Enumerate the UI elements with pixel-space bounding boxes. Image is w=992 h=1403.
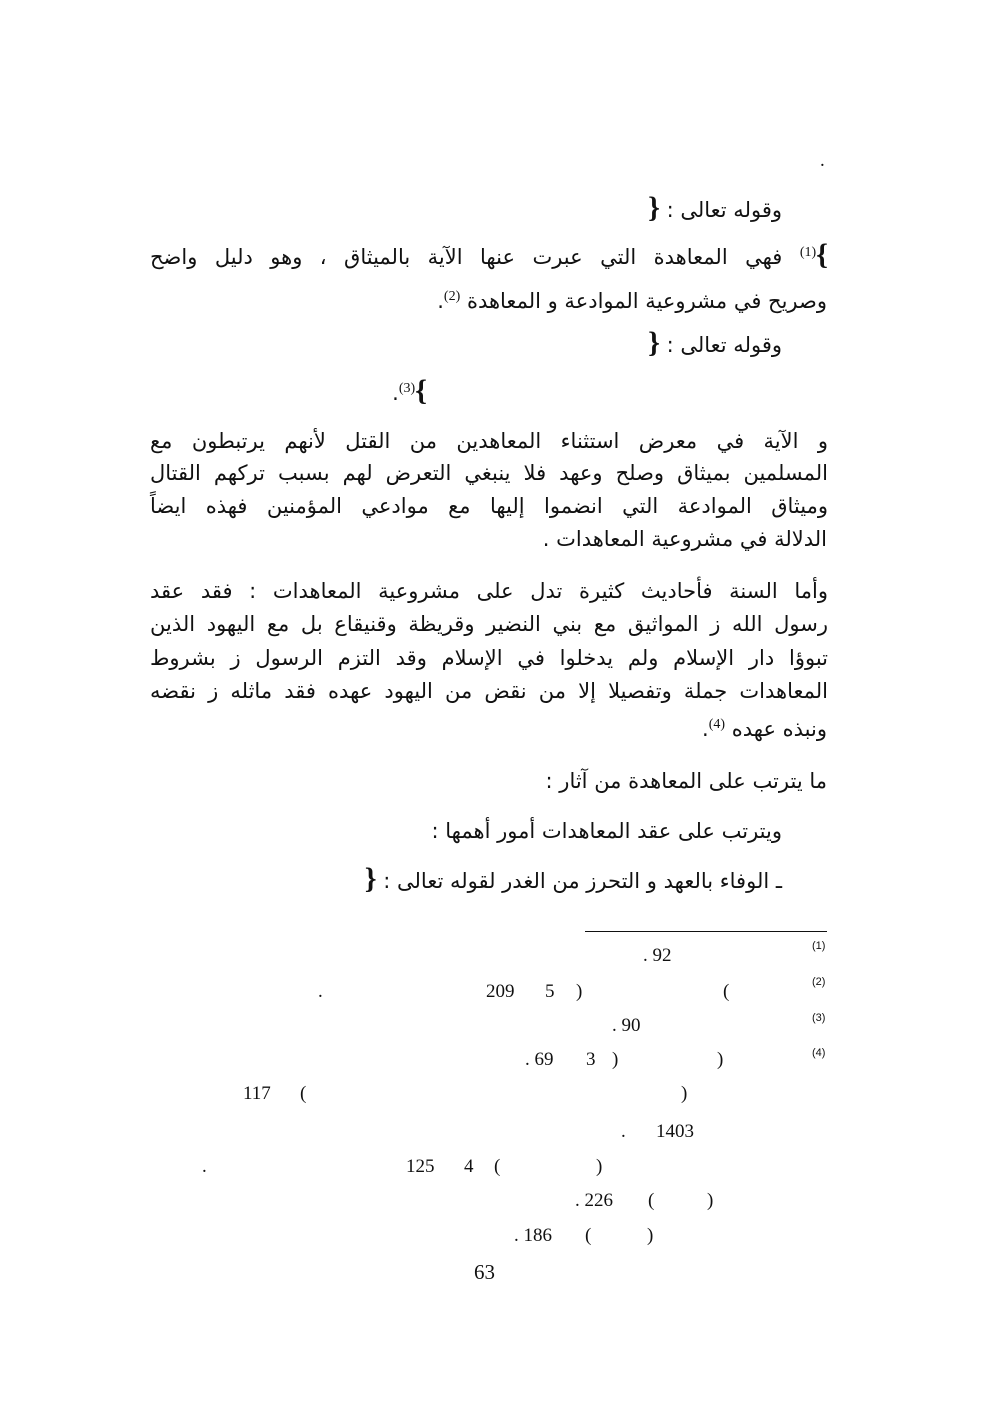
text-line-3-text: وصريح في مشروعية الموادعة و المعاهدة (466, 289, 827, 313)
footnote-7-page: 125 (406, 1156, 435, 1177)
footnote-6-period: . (621, 1121, 626, 1142)
footnote-rule (585, 931, 827, 932)
footnote-7-period: . (202, 1156, 207, 1177)
open-brace-1: { (648, 191, 660, 224)
footnote-1: . 92 (643, 945, 672, 966)
footnote-3: . 90 (612, 1015, 641, 1036)
footnote-7-paren-b: ( (494, 1156, 501, 1177)
footnote-4-volume: 3 (586, 1049, 596, 1070)
quote-intro-2 (648, 326, 782, 359)
text-line-2 (150, 240, 828, 270)
text-line-14-text: ونبذه عهده (731, 717, 827, 741)
footnote-8-paren-a: ) (707, 1190, 714, 1211)
text-line-14 (702, 712, 827, 742)
footnote-4-page: . 69 (525, 1049, 554, 1070)
footnote-ref-1: (1) (799, 245, 817, 260)
footnote-2-page: 209 (486, 981, 515, 1002)
page-number: 63 (474, 1260, 495, 1284)
footnote-8-paren-b: ( (648, 1190, 655, 1211)
footnote-ref-2: (2) (443, 289, 461, 304)
text-line-17-text: ـ الوفاء بالعهد و التحرز من الغدر لقوله تعالى : (383, 869, 782, 893)
quote-intro-1-text: وقوله تعالى : (666, 198, 782, 222)
footnote-9-paren-a: ) (647, 1225, 654, 1246)
open-brace-3: { (364, 862, 377, 895)
close-brace-1: } (816, 238, 828, 271)
text-line-11: رسول الله ز المواثيق مع بني النضير وقريظة وقنيقاع بل مع اليهود الذين (150, 612, 828, 636)
text-line-16: ويترتب على عقد المعاهدات أمور أهمها : (431, 819, 782, 843)
footnote-9-page: . 186 (514, 1225, 552, 1246)
footnote-mark-2: (2) (812, 976, 826, 988)
footnote-8-page: . 226 (575, 1190, 613, 1211)
footnote-mark-3: (3) (812, 1012, 826, 1024)
quote-intro-2-text: وقوله تعالى : (666, 333, 782, 357)
text-line-12: تبوؤا دار الإسلام ولم يدخلوا في الإسلام وقد التزم الرسول ز بشروط (150, 646, 828, 670)
text-line-2-text: فهي المعاهدة التي عبرت عنها الآية بالميثاق ، وهو دليل واضح (150, 245, 783, 269)
footnote-5-paren-a: ) (681, 1083, 688, 1104)
period-3: . (437, 289, 444, 313)
footnote-2-period: . (318, 981, 323, 1002)
footnote-mark-1: (1) (812, 940, 826, 952)
footnote-7-volume: 4 (464, 1156, 474, 1177)
footnote-5-page: 117 (243, 1083, 271, 1104)
period-5: . (392, 381, 399, 405)
text-line-10: وأما السنة فأحاديث كثيرة تدل على مشروعية المعاهدات : فقد عقد (150, 579, 828, 603)
close-brace-2: } (415, 374, 427, 407)
text-line-5 (392, 376, 427, 406)
text-line-17 (364, 862, 782, 895)
footnote-ref-4: (4) (708, 717, 726, 732)
footnote-2-paren-open: ( (723, 981, 730, 1002)
footnote-ref-3: (3) (398, 381, 416, 396)
footnote-4-paren-a: ) (717, 1049, 724, 1070)
period-14: . (702, 717, 709, 741)
footnote-7-paren-a: ) (596, 1156, 603, 1177)
section-heading: ما يترتب على المعاهدة من آثار : (545, 769, 827, 793)
footnote-5-paren-b: ( (300, 1083, 307, 1104)
footnote-4-paren-b: ) (612, 1049, 619, 1070)
open-brace-2: { (648, 326, 660, 359)
text-line-3 (437, 284, 827, 314)
text-line-9: الدلالة في مشروعية المعاهدات . (542, 527, 827, 551)
text-line-8: وميثاق الموادعة التي انضموا إليها مع موادعي المؤمنين فهذه ايضاً (150, 494, 828, 518)
top-mark: . (820, 150, 825, 171)
footnote-9-paren-b: ( (585, 1225, 592, 1246)
text-line-7: المسلمين بميثاق وصلح وعهد فلا ينبغي التعرض لهم بسبب تركهم القتال (150, 461, 828, 485)
quote-intro-1 (648, 191, 782, 224)
footnote-mark-4: (4) (812, 1047, 826, 1059)
text-line-6: و الآية في معرض استثناء المعاهدين من القتل لأنهم يرتبطون مع (150, 429, 828, 453)
text-line-13: المعاهدات جملة وتفصيلا إلا من نقض من اليهود عهده فقد ماثله ز نقضه (150, 679, 828, 703)
footnote-2-paren-close: ) (576, 981, 583, 1002)
footnote-6-year: 1403 (656, 1121, 694, 1142)
footnote-2-volume: 5 (545, 981, 555, 1002)
